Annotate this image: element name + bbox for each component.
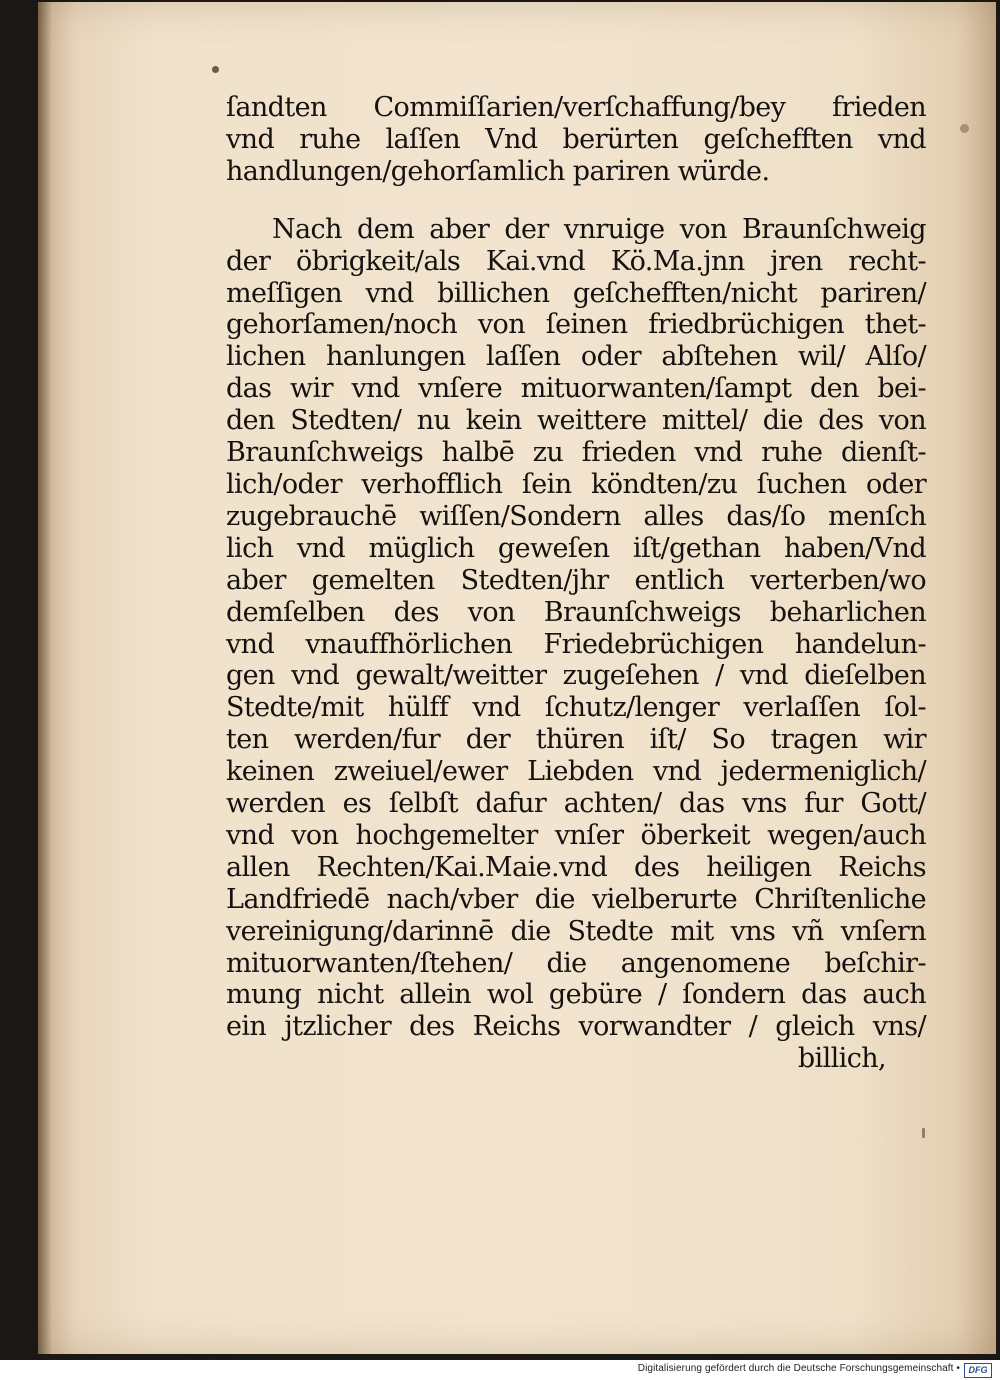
text-line: der öbrigkeit/als Kai.vnd Kö.Ma.jnn jren recht-	[226, 245, 926, 277]
text-line: das wir vnd vnſere mituorwanten/ſampt den bei-	[226, 373, 926, 405]
ink-speck	[960, 124, 969, 133]
text-line: mung nicht allein wol gebüre / ſondern das auch	[226, 979, 926, 1011]
text-line: gehorſamen/noch von ſeinen friedbrüchigen thet-	[226, 309, 926, 341]
text-line: vnd ruhe laſſen Vnd berürten geſchefften vnd	[226, 123, 926, 155]
text-line: handlungen/gehorſamlich pariren würde.	[226, 155, 770, 187]
text-line: mituorwanten/ſtehen/ die angenomene beſchir-	[226, 947, 926, 979]
text-line: allen Rechten/Kai.Maie.vnd des heiligen Reichs	[226, 851, 926, 883]
text-line: vereinigung/darinnē die Stedte mit vns vñ vnſern	[226, 915, 926, 947]
dfg-logo-icon: DFG	[964, 1363, 992, 1378]
text-line: ten werden/fur der thüren iſt/ So tragen wir	[226, 724, 926, 756]
text-line: Braunſchweigs halbē zu frieden vnd ruhe dienſt-	[226, 437, 926, 469]
catchword: billich,	[797, 1043, 886, 1075]
text-line: ſandten Commiſſarien/verſchaffung/bey frieden	[226, 92, 926, 123]
text-line: Stedte/mit hülff vnd ſchutz/lenger verlaſſen ſol-	[226, 692, 926, 724]
text-line: lich vnd müglich geweſen iſt/gethan haben/Vnd	[226, 532, 926, 564]
text-line: lich/oder verhofflich ſein köndten/zu ſuchen oder	[226, 468, 926, 500]
text-line: lichen hanlungen laſſen oder abſtehen wil/ Alſo/	[226, 341, 926, 373]
text-line: den Stedten/ nu kein weittere mittel/ die des von	[226, 405, 926, 437]
page-text-block	[226, 92, 926, 1075]
text-line: meſſigen vnd billichen geſchefften/nicht pariren/	[226, 277, 926, 309]
text-line: Landfriedē nach/vber die vielberurte Chriſtenliche	[226, 883, 926, 915]
text-line: keinen zweiuel/ewer Liebden vnd jedermeniglich/	[226, 756, 926, 788]
text-line: aber gemelten Stedten/jhr entlich verterben/wo	[226, 564, 926, 596]
footer-bar	[0, 1360, 1000, 1380]
funding-credit: Digitalisierung gefördert durch die Deutsche Forschungsgemeinschaft •	[637, 1363, 960, 1374]
text-line: gen vnd gewalt/weitter zugeſehen / vnd dieſelben	[226, 660, 926, 692]
text-line: ein jtzlicher des Reichs vorwandter / gleich vns/	[226, 1011, 926, 1043]
paragraph-first-line: Nach dem aber der vnruige von Braunſchweig	[272, 213, 926, 245]
ink-speck	[212, 66, 219, 73]
text-line: vnd von hochgemelter vnſer öberkeit wegen/auch	[226, 819, 926, 851]
text-line: werden es ſelbſt dafur achten/ das vns fur Gott/	[226, 788, 926, 820]
ink-speck	[922, 1128, 925, 1138]
text-line: demſelben des von Braunſchweigs beharlichen	[226, 596, 926, 628]
text-line: vnd vnauffhörlichen Friedebrüchigen handelun-	[226, 628, 926, 660]
text-line: zugebrauchē wiſſen/Sondern alles das/ſo menſch	[226, 500, 926, 532]
gutter-shadow	[38, 2, 52, 1354]
